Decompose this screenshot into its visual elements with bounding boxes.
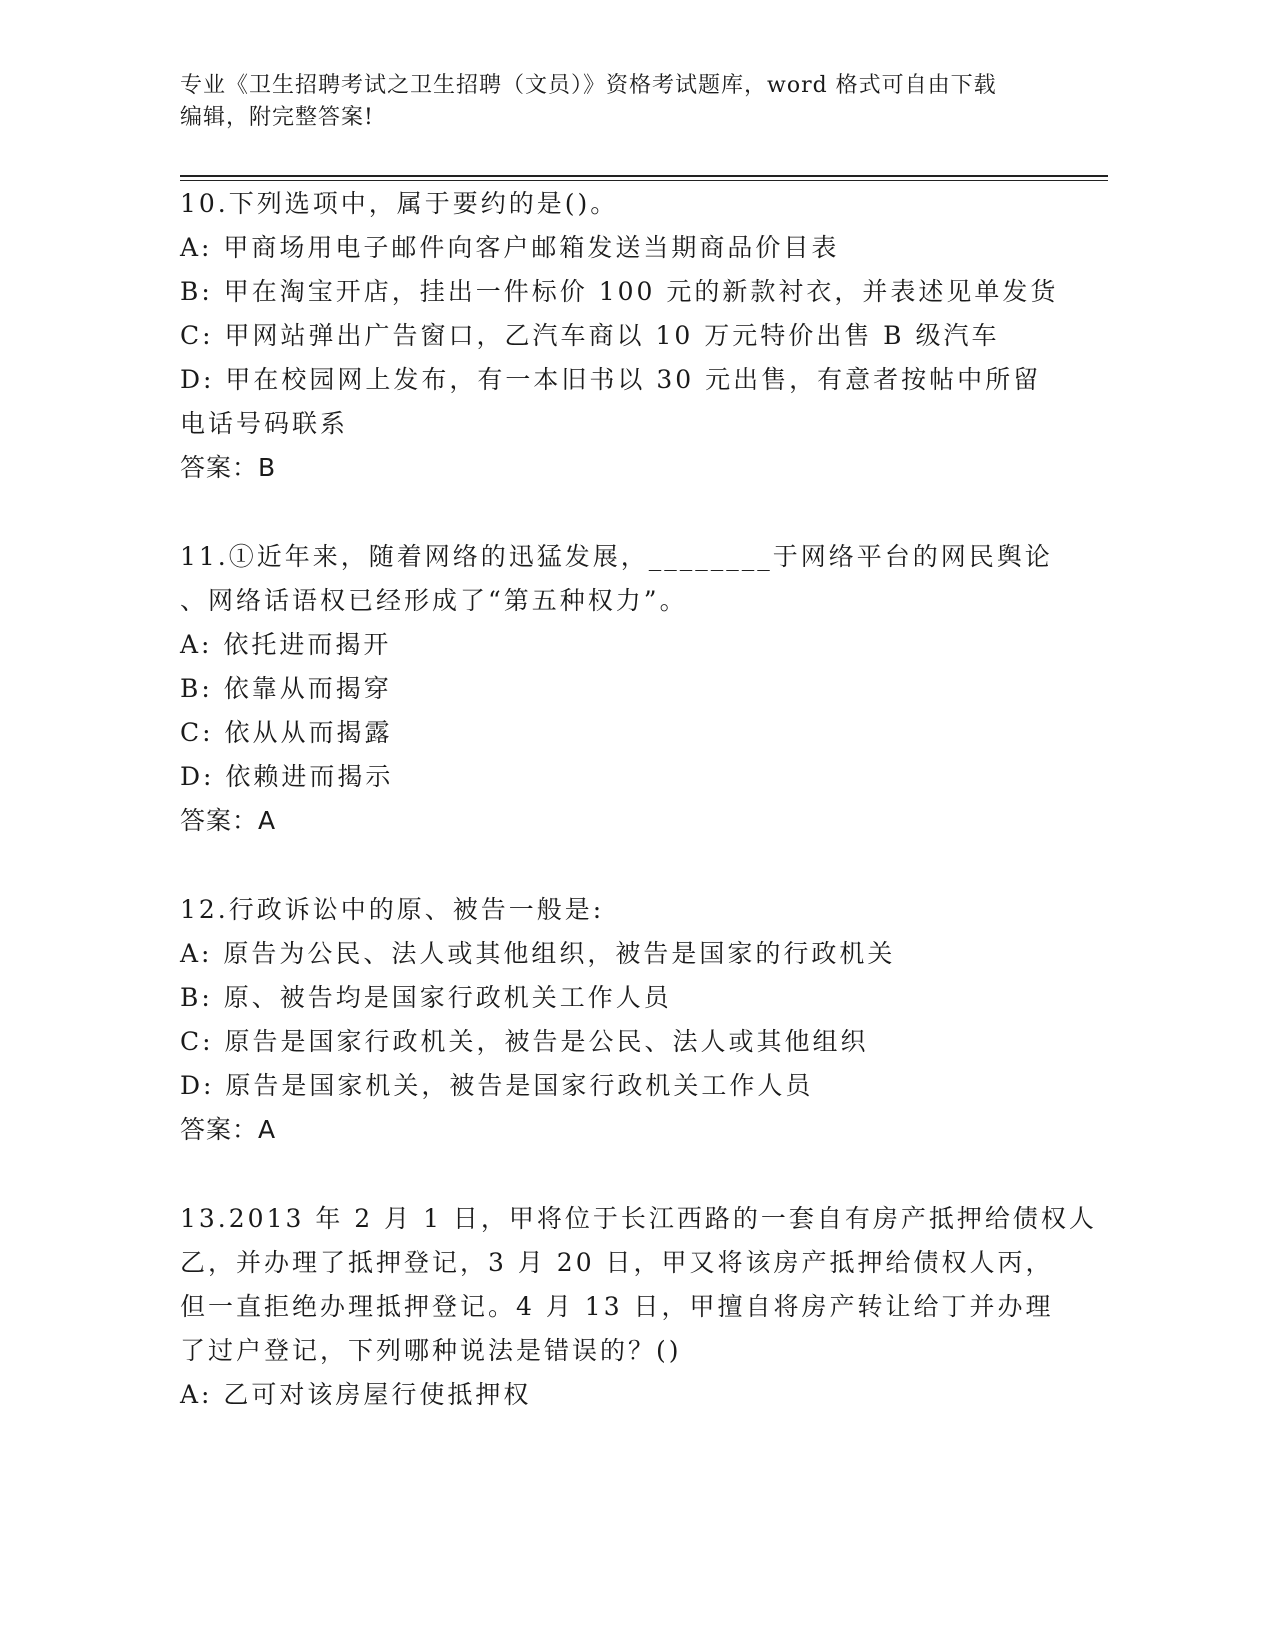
spacer: [180, 1152, 1060, 1197]
option-d-continued: 电话号码联系: [180, 409, 349, 438]
question-stem-continued: 了过户登记，下列哪种说法是错误的？(): [180, 1336, 682, 1365]
question-stem-continued: 、网络话语权已经形成了“第五种权力”。: [180, 586, 688, 615]
question-stem: 11.①近年来，随着网络的迅猛发展，________于网络平台的网民舆论: [180, 542, 1053, 571]
option-b: B: 依靠从而揭穿: [180, 674, 392, 703]
question-stem: 10.下列选项中，属于要约的是()。: [180, 189, 619, 218]
question-stem-continued: 乙，并办理了抵押登记，3 月 20 日，甲又将该房产抵押给债权人丙，: [180, 1248, 1054, 1277]
header-line-1: 专业《卫生招聘考试之卫生招聘（文员）》资格考试题库，word 格式可自由下载: [180, 73, 997, 98]
option-d: D: 甲在校园网上发布，有一本旧书以 30 元出售，有意者按帖中所留: [180, 365, 1042, 394]
option-c: C: 依从从而揭露: [180, 718, 393, 747]
question-stem-continued: 但一直拒绝办理抵押登记。4 月 13 日，甲擅自将房产转让给丁并办理: [180, 1292, 1054, 1321]
option-b: B: 原、被告均是国家行政机关工作人员: [180, 983, 672, 1012]
answer: 答案：A: [180, 1115, 277, 1144]
option-a: A: 依托进而揭开: [180, 630, 392, 659]
question-12: [180, 888, 1060, 1152]
question-stem: 13.2013 年 2 月 1 日，甲将位于长江西路的一套自有房产抵押给债权人: [180, 1204, 1097, 1233]
option-b: B: 甲在淘宝开店，挂出一件标价 100 元的新款衬衣，并表述见单发货: [180, 277, 1059, 306]
question-list: [180, 182, 1097, 1417]
spacer: [180, 843, 1060, 888]
option-a: A: 甲商场用电子邮件向客户邮箱发送当期商品价目表: [180, 233, 840, 262]
option-c: C: 原告是国家行政机关，被告是公民、法人或其他组织: [180, 1027, 869, 1056]
question-13: [180, 1197, 1097, 1417]
header-line-2: 编辑，附完整答案!: [180, 105, 374, 130]
option-a: A: 原告为公民、法人或其他组织，被告是国家的行政机关: [180, 939, 896, 968]
answer: 答案：A: [180, 806, 277, 835]
option-d: D: 原告是国家机关，被告是国家行政机关工作人员: [180, 1071, 814, 1100]
header-divider-thick: [180, 175, 1108, 177]
answer: 答案：B: [180, 453, 277, 482]
option-a: A: 乙可对该房屋行使抵押权: [180, 1380, 532, 1409]
document-header: [180, 70, 1040, 134]
option-d: D: 依赖进而揭示: [180, 762, 394, 791]
question-11: [180, 535, 1060, 843]
header-divider-thin: [180, 180, 1108, 181]
question-10: [180, 182, 1060, 490]
option-c: C: 甲网站弹出广告窗口，乙汽车商以 10 万元特价出售 B 级汽车: [180, 321, 1000, 350]
question-stem: 12.行政诉讼中的原、被告一般是:: [180, 895, 605, 924]
spacer: [180, 490, 1060, 535]
